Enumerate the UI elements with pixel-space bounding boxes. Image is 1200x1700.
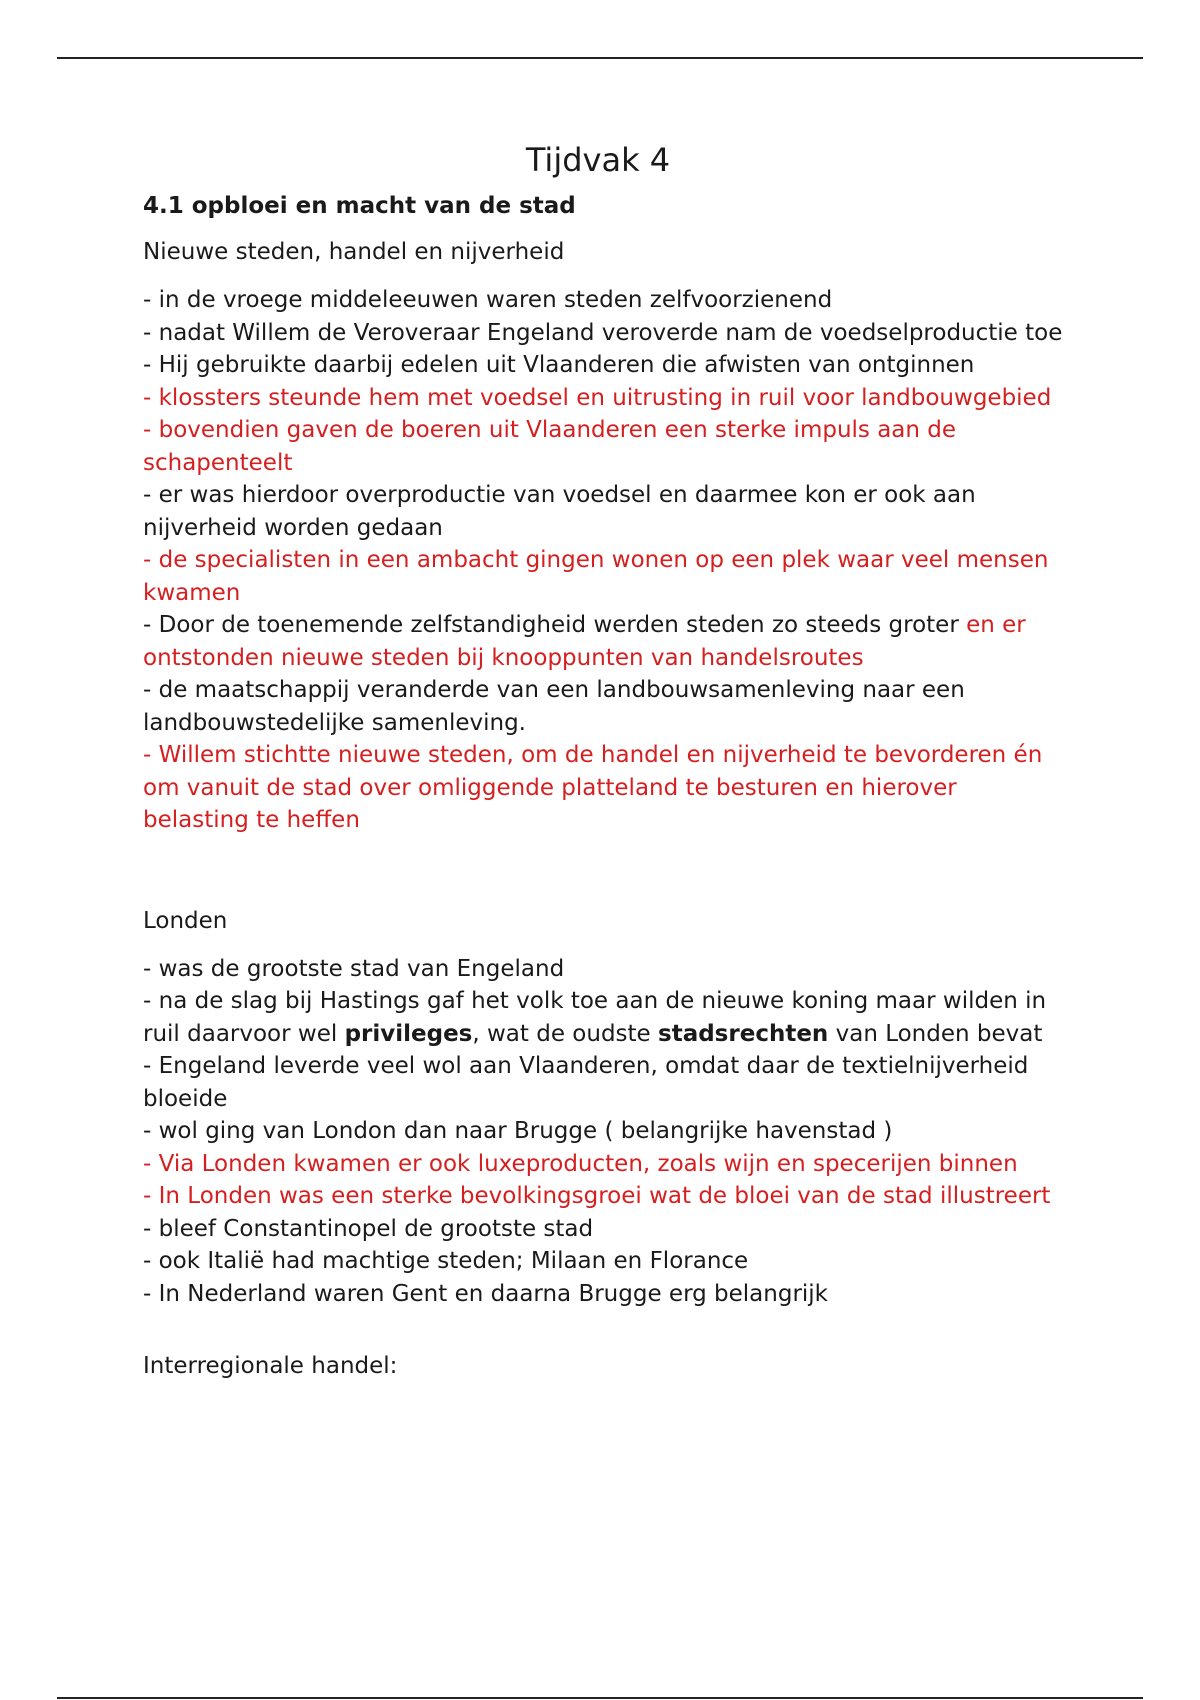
list-item-text: - na de slag bij Hastings gaf het volk toe aan de nieuwe koning maar wilden in ruil daarvoor wel xyxy=(143,988,1047,1047)
section-gap xyxy=(143,837,1063,891)
bold-term-stadsrechten: stadsrechten xyxy=(658,1020,829,1047)
list-item-text: - Door de toenemende zelfstandigheid werden steden zo steeds groter xyxy=(143,612,959,638)
subheading-nieuwe-steden: Nieuwe steden, handel en nijverheid xyxy=(143,239,565,265)
list-item-mixed xyxy=(143,609,1063,674)
list-item-highlighted: - In Londen was een sterke bevolkingsgroei wat de bloei van de stad illustreert xyxy=(143,1183,1051,1209)
list-item: - wol ging van London dan naar Brugge ( belangrijke havenstad ) xyxy=(143,1118,893,1144)
bold-term-privileges: privileges xyxy=(344,1020,473,1047)
list-item-highlighted: - Willem stichtte nieuwe steden, om de handel en nijverheid te bevorderen én om vanuit de stad over omliggende platteland te besturen en hierover belasting te heffen xyxy=(143,742,1043,833)
footer-rule xyxy=(57,1697,1143,1699)
list-item: - Hij gebruikte daarbij edelen uit Vlaanderen die afwisten van ontginnen xyxy=(143,352,975,378)
notes-list-londen xyxy=(143,953,1063,1311)
list-item-red-tail: en er ontstonden nieuwe steden bij knooppunten van handelsroutes xyxy=(143,612,1026,671)
list-item-highlighted: - klossters steunde hem met voedsel en uitrusting in ruil voor landbouwgebied xyxy=(143,384,1052,411)
list-item: - de maatschappij veranderde van een landbouwsamenleving naar een landbouwstedelijke samenleving. xyxy=(143,677,965,736)
page-content xyxy=(143,140,1063,1382)
list-item: - In Nederland waren Gent en daarna Brugge erg belangrijk xyxy=(143,1280,829,1307)
list-item: - in de vroege middeleeuwen waren steden zelfvoorzienend xyxy=(143,287,833,313)
section-heading: 4.1 opbloei en macht van de stad xyxy=(143,193,576,219)
header-rule xyxy=(57,57,1143,59)
page-title: Tijdvak 4 xyxy=(525,141,671,179)
section-gap xyxy=(143,1310,1063,1336)
list-item-highlighted: - bovendien gaven de boeren uit Vlaanderen een sterke impuls aan de schapenteelt xyxy=(143,417,957,476)
subheading-interregionale-handel: Interregionale handel: xyxy=(143,1353,398,1379)
list-item-text: , wat de oudste xyxy=(472,1020,659,1047)
list-item: - nadat Willem de Veroveraar Engeland veroverde nam de voedselproductie toe xyxy=(143,319,1063,346)
notes-list-nieuwe-steden xyxy=(143,284,1063,837)
list-item-mixed xyxy=(143,985,1063,1050)
list-item: - was de grootste stad van Engeland xyxy=(143,955,565,982)
list-item: - ook Italië had machtige steden; Milaan en Florance xyxy=(143,1248,749,1274)
list-item: - er was hierdoor overproductie van voedsel en daarmee kon er ook aan nijverheid worden gedaan xyxy=(143,482,976,541)
list-item: - bleef Constantinopel de grootste stad xyxy=(143,1215,594,1242)
list-item-text: van Londen bevat xyxy=(828,1020,1043,1047)
list-item-highlighted: - Via Londen kwamen er ook luxeproducten, zoals wijn en specerijen binnen xyxy=(143,1150,1018,1177)
subheading-londen: Londen xyxy=(143,907,228,934)
list-item-highlighted: - de specialisten in een ambacht gingen wonen op een plek waar veel mensen kwamen xyxy=(143,547,1049,606)
list-item: - Engeland leverde veel wol aan Vlaanderen, omdat daar de textielnijverheid bloeide xyxy=(143,1053,1029,1112)
